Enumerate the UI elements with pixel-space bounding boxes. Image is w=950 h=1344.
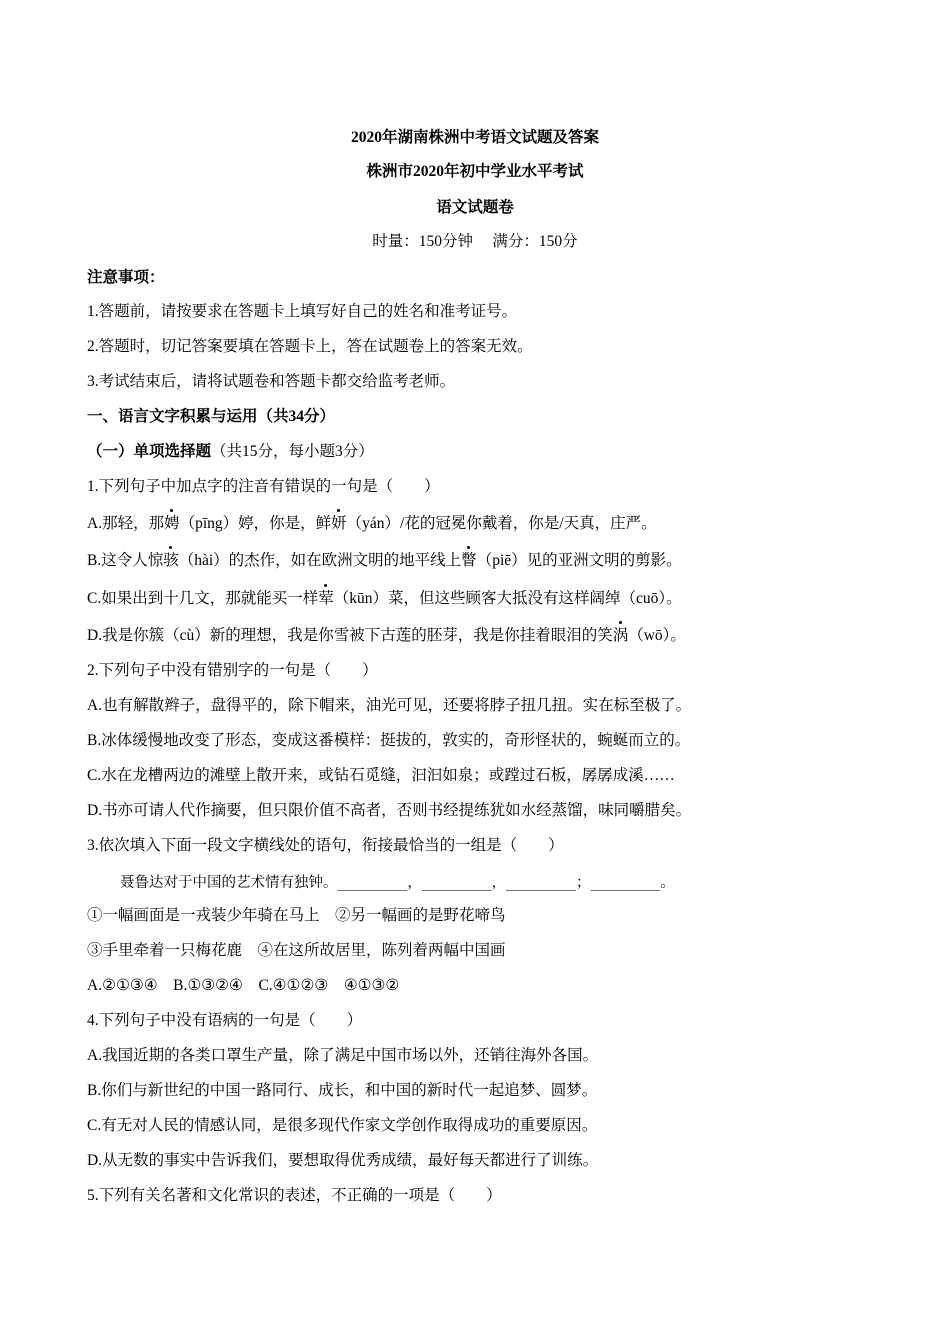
q1-option-c xyxy=(87,588,682,610)
question-stem: 2.下列句子中没有错别字的一句是（ ） xyxy=(87,662,378,679)
dotted-char: 妍 xyxy=(331,513,347,535)
text-segment: （piē）见的亚洲文明的剪影。 xyxy=(476,552,682,569)
note-item: 3.考试结束后，请将试题卷和答题卡都交给监考老师。 xyxy=(87,373,456,390)
q4-option: B.你们与新世纪的中国一路同行、成长，和中国的新时代一起追梦、圆梦。 xyxy=(87,1082,598,1099)
text-segment: D.我是你簇（cù）新的理想，我是你雪被下古莲的胚芽，我是你挂着眼泪的笑 xyxy=(87,627,613,644)
part-heading xyxy=(87,441,374,463)
text-segment: （pīng）婷，你是，鲜 xyxy=(179,515,332,532)
paper-name: 语文试题卷 xyxy=(436,199,514,216)
dotted-char: 涡 xyxy=(613,625,629,647)
q3-passage: 聂鲁达对于中国的艺术情有独钟。________，________，________；________。 xyxy=(120,875,675,891)
question-stem: 3.依次填入下面一段文字横线处的语句，衔接最恰当的一组是（ ） xyxy=(87,837,564,854)
text-segment: （hài）的杰作，如在欧洲文明的地平线上 xyxy=(178,552,462,569)
dotted-char: 瞥 xyxy=(461,550,477,572)
q1-option-d xyxy=(87,625,686,647)
text-segment: B.这令人惊 xyxy=(87,552,164,569)
note-item: 1.答题前，请按要求在答题卡上填写好自己的姓名和准考证号。 xyxy=(87,303,518,320)
q1-option-b xyxy=(87,550,682,572)
text-segment: C.如果出到十几文，那就能买一样 xyxy=(87,590,319,607)
section-heading: 一、语言文字积累与运用（共34分） xyxy=(87,408,336,425)
text-segment: （wō）。 xyxy=(628,627,686,644)
text-segment: （kūn）菜，但这些顾客大抵没有这样阔绰（cuō）。 xyxy=(333,590,682,607)
note-item: 2.答题时，切记答案要填在答题卡上，答在试题卷上的答案无效。 xyxy=(87,338,533,355)
q4-option: C.有无对人民的情感认同，是很多现代作家文学创作取得成功的重要原因。 xyxy=(87,1117,598,1134)
q2-option: D.书亦可请人代作摘要，但只限价值不高者，否则书经提练犹如水经蒸馏，味同嚼腊矣。 xyxy=(87,802,692,819)
q2-option: A.也有解散辫子，盘得平的，除下帽来，油光可见，还要将脖子扭几扭。实在标至极了。 xyxy=(87,697,692,714)
question-stem: 4.下列句子中没有语病的一句是（ ） xyxy=(87,1012,363,1029)
notes-heading: 注意事项： xyxy=(87,269,165,286)
q3-sentences: ①一幅画面是一戎装少年骑在马上 ②另一幅画的是野花啼鸟 xyxy=(87,907,506,924)
part-note: （共15分，每小题3分） xyxy=(211,443,374,460)
dotted-char: 荤 xyxy=(318,588,334,610)
q4-option: D.从无数的事实中告诉我们，要想取得优秀成绩，最好每天都进行了训练。 xyxy=(87,1152,599,1169)
dotted-char: 骇 xyxy=(163,550,179,572)
q1-option-a xyxy=(87,513,657,535)
q3-choices: A.②①③④ B.①③②④ C.④①②③ ④①③② xyxy=(87,977,400,994)
doc-subtitle: 株洲市2020年初中学业水平考试 xyxy=(366,163,584,180)
text-segment: A.那轻，那 xyxy=(87,515,165,532)
dotted-char: 娉 xyxy=(164,513,180,535)
q2-option: B.冰体缓慢地改变了形态，变成这番模样：挺拔的，敦实的，奇形怪状的，蜿蜒而立的。 xyxy=(87,732,691,749)
q3-sentences: ③手里牵着一只梅花鹿 ④在这所故居里，陈列着两幅中国画 xyxy=(87,942,506,959)
doc-title: 2020年湖南株洲中考语文试题及答案 xyxy=(350,129,599,146)
text-segment: （yán）/花的冠冕你戴着，你是/天真，庄严。 xyxy=(346,515,657,532)
q4-option: A.我国近期的各类口罩生产量，除了满足中国市场以外，还销往海外各国。 xyxy=(87,1047,599,1064)
part-label: （一）单项选择题 xyxy=(87,443,212,460)
time-info: 时量：150分钟 满分：150分 xyxy=(372,233,578,250)
q2-option: C.水在龙槽两边的滩壁上散开来，或钻石觅缝，汩汩如泉；或蹚过石板，孱孱成溪…… xyxy=(87,767,675,784)
question-stem: 1.下列句子中加点字的注音有错误的一句是（ ） xyxy=(87,478,440,495)
question-stem: 5.下列有关名著和文化常识的表述，不正确的一项是（ ） xyxy=(87,1187,502,1204)
